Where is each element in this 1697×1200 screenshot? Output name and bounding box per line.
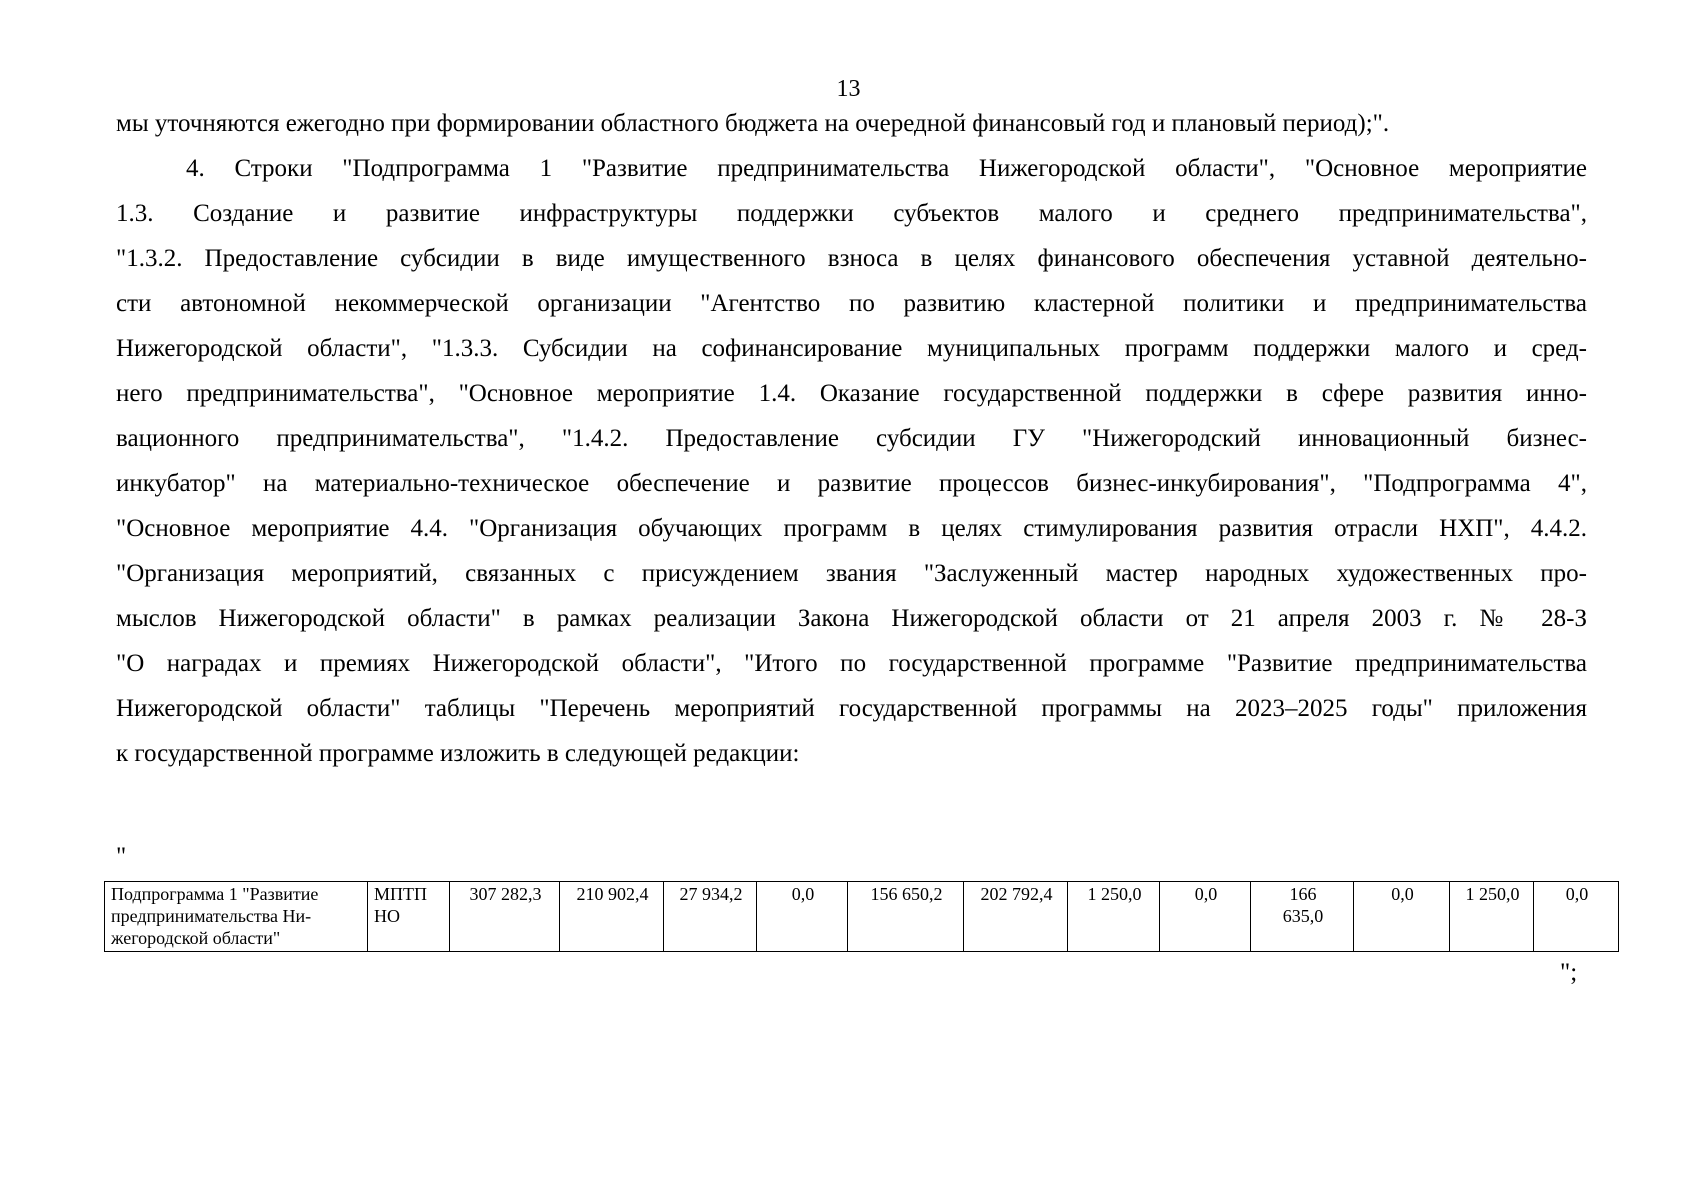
cell-text-line: жегородской области" xyxy=(111,928,281,948)
closing-quote-mark: "; xyxy=(1560,959,1578,986)
cell-text-line: 166 xyxy=(1289,884,1317,904)
text-line: 1.3. Создание и развитие инфраструктуры поддержки субъектов малого и среднего предпринимательства", xyxy=(116,200,1587,227)
value-cell: 0,0 xyxy=(757,882,848,952)
text-line: "Основное мероприятие 4.4. "Организация обучающих программ в целях стимулирования развития отрасли НХП", 4.4.2. xyxy=(116,515,1587,542)
value-cell: 202 792,4 xyxy=(964,882,1068,952)
subprogram-name-cell xyxy=(105,882,368,952)
cell-text-line: предпринимательства Ни- xyxy=(111,906,312,926)
cell-text-line: Подпрограмма 1 "Развитие xyxy=(111,884,319,904)
text-line: "1.3.2. Предоставление субсидии в виде имущественного взноса в целях финансового обеспечения уставной деятельно- xyxy=(116,245,1587,272)
cell-text-line: МПТП xyxy=(374,884,427,904)
value-cell: 27 934,2 xyxy=(664,882,757,952)
text-line: сти автономной некоммерческой организации "Агентство по развитию кластерной политики и предпринимательства xyxy=(116,290,1587,317)
text-line: 4. Строки "Подпрограмма 1 "Развитие предпринимательства Нижегородской области", "Основное мероприятие xyxy=(186,155,1587,182)
value-cell: 0,0 xyxy=(1534,882,1619,952)
text-line: него предпринимательства", "Основное мероприятие 1.4. Оказание государственной поддержки в сфере развития инно- xyxy=(116,380,1587,407)
cell-text-line: НО xyxy=(374,906,400,926)
page-number: 13 xyxy=(836,76,861,102)
text-line: вационного предпринимательства", "1.4.2. Предоставление субсидии ГУ "Нижегородский инновационный бизнес- xyxy=(116,425,1587,452)
program-table xyxy=(104,881,1619,952)
table-row xyxy=(105,882,1619,952)
text-line: инкубатор" на материально-техническое обеспечение и развитие процессов бизнес-инкубирования", "Подпрограмма 4", xyxy=(116,470,1587,497)
value-cell: 307 282,3 xyxy=(450,882,560,952)
text-line: Нижегородской области", "1.3.3. Субсидии на софинансирование муниципальных программ поддержки малого и сред- xyxy=(116,335,1587,362)
text-line: мыслов Нижегородской области" в рамках реализации Закона Нижегородской области от 21 апреля 2003 г. № 28-З xyxy=(116,605,1587,632)
value-cell xyxy=(1251,882,1354,952)
text-line: "О наградах и премиях Нижегородской области", "Итого по государственной программе "Развитие предпринимательства xyxy=(116,650,1587,677)
value-cell: 0,0 xyxy=(1160,882,1251,952)
text-line: к государственной программе изложить в следующей редакции: xyxy=(116,740,800,767)
value-cell: 0,0 xyxy=(1354,882,1450,952)
value-cell: 1 250,0 xyxy=(1450,882,1534,952)
executor-cell xyxy=(368,882,450,952)
value-cell: 1 250,0 xyxy=(1068,882,1160,952)
text-line: "Организация мероприятий, связанных с присуждением звания "Заслуженный мастер народных художественных про- xyxy=(116,560,1587,587)
text-line: мы уточняются ежегодно при формировании областного бюджета на очередной финансовый год и плановый период);". xyxy=(116,110,1390,137)
text-line: Нижегородской области" таблицы "Перечень мероприятий государственной программы на 2023–2025 годы" приложения xyxy=(116,695,1587,722)
opening-quote-mark: " xyxy=(116,843,127,870)
value-cell: 156 650,2 xyxy=(848,882,964,952)
cell-text-line: 635,0 xyxy=(1282,906,1324,926)
value-cell: 210 902,4 xyxy=(560,882,664,952)
